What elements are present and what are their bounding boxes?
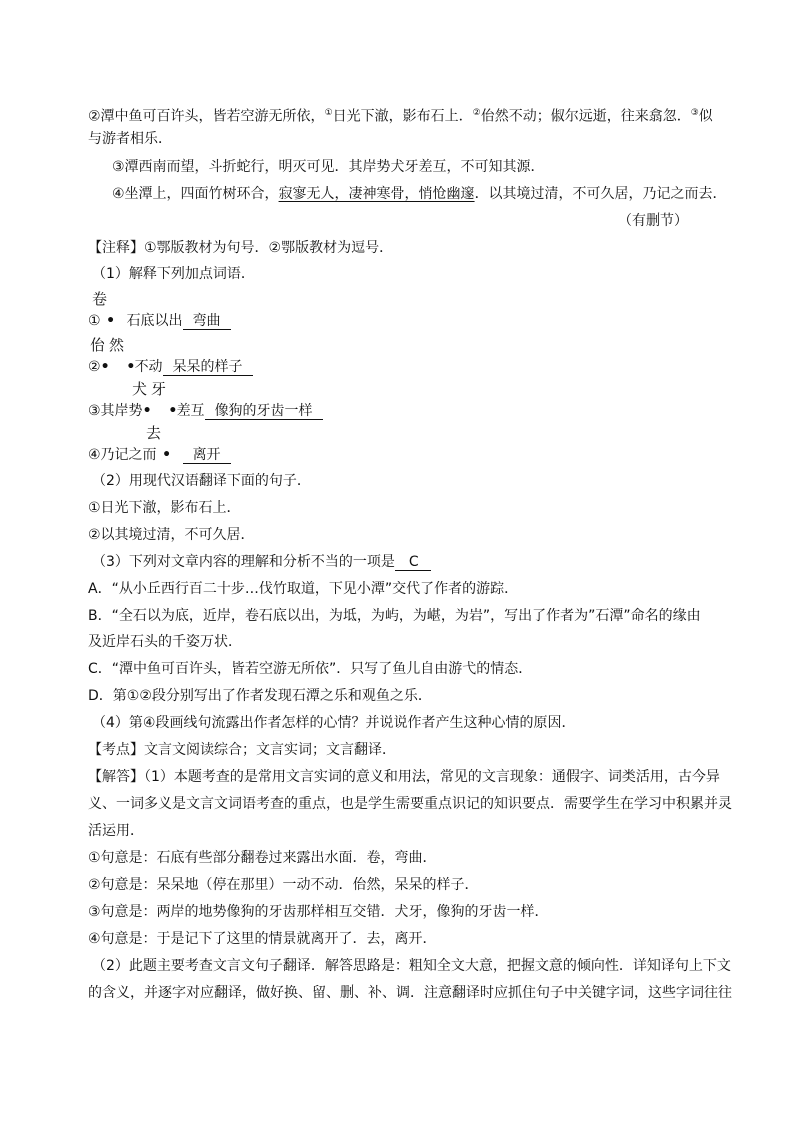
dotted-word: 佁然	[90, 336, 129, 354]
jieda-translation-1: （2）此题主要考查文言文句子翻译．解答思路是：粗知全文大意，把握文意的倾向性．详知译句上下文	[92, 958, 731, 974]
jieda-line-3: 活运用．	[88, 823, 144, 839]
footnote-mark: ②	[472, 108, 481, 118]
q4-prompt: （4）第④段画线句流露出作者怎样的心情？并说说作者产生这种心情的原因．	[92, 715, 576, 731]
underlined-sentence: 寂寥无人，凄神寒骨，悄怆幽邃	[278, 186, 475, 202]
dotted-word: 去	[146, 424, 166, 442]
q1-prompt: （1）解释下列加点词语．	[92, 266, 255, 282]
text-segment: ②潭中鱼可百许头，皆若空游无所依，	[88, 108, 325, 125]
q3-option-d: D．第①②段分别写出了作者发现石潭之乐和观鱼之乐．	[88, 688, 432, 704]
annotation: 【注释】①鄂版教材为句号．②鄂版教材为逗号．	[88, 240, 394, 256]
kaodian: 【考点】文言文阅读综合；文言实词；文言翻译．	[88, 742, 396, 758]
item-text: 差互	[176, 403, 205, 419]
q3-option-b: B．“全石以为底，近岸，卷石底以出，为坻，为屿，为嵁，为岩”，写出了作者为”石潭”命名的缘由	[88, 608, 701, 624]
text-segment: 佁然不动；俶尔远逝，往来翕忽．	[480, 108, 691, 125]
emphasis-dots: •	[106, 313, 122, 329]
passage-p2-line1	[88, 104, 728, 126]
q1-item-1	[88, 312, 728, 330]
item-label: ①	[88, 313, 101, 329]
q3-prompt	[92, 553, 732, 571]
dotted-word: 犬牙	[132, 380, 171, 398]
answer-blank: 离开	[183, 447, 231, 464]
answer-blank: 弯曲	[183, 313, 231, 330]
item-label: ②	[88, 359, 101, 375]
abridged-note: （有删节）	[618, 213, 688, 229]
footnote-mark: ③	[690, 108, 699, 118]
q3-option-a: A．“从小丘西行百二十步…伐竹取道，下见小潭”交代了作者的游踪．	[88, 581, 519, 597]
q2-sentence-1: ①日光下澈，影布石上．	[88, 500, 241, 516]
q1-item-3	[88, 402, 728, 420]
dotted-word: 卷	[92, 290, 112, 308]
jieda-line-1: 【解答】（1）本题考查的是常用文言实词的意义和用法，常见的文言现象：通假字、词类活用，古今异	[88, 769, 720, 785]
q1-item-2	[88, 358, 728, 376]
emphasis-dots: • •	[142, 403, 184, 419]
footnote-mark: ①	[324, 108, 333, 118]
item-label: ③其岸势	[88, 403, 143, 419]
jieda-line-2: 义、一词多义是文言文词语考查的重点，也是学生需要重点识记的知识要点．需要学生在学习中积累并灵	[88, 796, 732, 812]
item-label: ④乃记之而	[88, 447, 157, 463]
answer-blank: C	[395, 554, 431, 571]
jieda-translation-2: 的含义，并逐字对应翻译，做好换、留、删、补、调．注意翻译时应抓住句子中关键字词，这些字词往往	[88, 985, 732, 1001]
jieda-meaning-1: ①句意是：石底有些部分翻卷过来露出水面．卷，弯曲．	[88, 850, 437, 866]
emphasis-dots: • •	[100, 359, 142, 375]
q3-prompt-text: （3）下列对文章内容的理解和分析不当的一项是	[92, 554, 395, 570]
emphasis-dots: •	[162, 447, 178, 463]
text-segment: ．以其境过清，不可久居，乃记之而去．	[474, 186, 727, 202]
q2-sentence-2: ②以其境过清，不可久居．	[88, 527, 255, 543]
answer-blank: 像狗的牙齿一样	[205, 403, 323, 420]
q2-prompt: （2）用现代汉语翻译下面的句子．	[92, 473, 311, 489]
q3-option-c: C．“潭中鱼可百许头，皆若空游无所依”．只写了鱼儿自由游弋的情态．	[88, 661, 533, 677]
q3-option-b-cont: 及近岸石头的千姿万状．	[88, 634, 242, 650]
text-segment: ④坐潭上，四面竹树环合，	[112, 186, 279, 202]
text-segment: 日光下澈，影布石上．	[332, 108, 473, 125]
passage-p2-line2: 与游者相乐．	[88, 131, 172, 147]
answer-blank: 呆呆的样子	[163, 359, 253, 376]
passage-p4	[112, 185, 752, 203]
jieda-meaning-3: ③句意是：两岸的地势像狗的牙齿那样相互交错．犬牙，像狗的牙齿一样．	[88, 904, 549, 920]
item-text: 不动	[134, 359, 163, 375]
text-segment: 似	[698, 108, 713, 125]
jieda-meaning-2: ②句意是：呆呆地（停在那里）一动不动．佁然，呆呆的样子．	[88, 877, 479, 893]
item-text: 石底以出	[126, 313, 183, 329]
q1-item-4	[88, 446, 728, 464]
passage-p3: ③潭西南而望，斗折蛇行，明灭可见．其岸势犬牙差互，不可知其源．	[112, 159, 545, 175]
jieda-meaning-4: ④句意是：于是记下了这里的情景就离开了．去，离开．	[88, 931, 437, 947]
